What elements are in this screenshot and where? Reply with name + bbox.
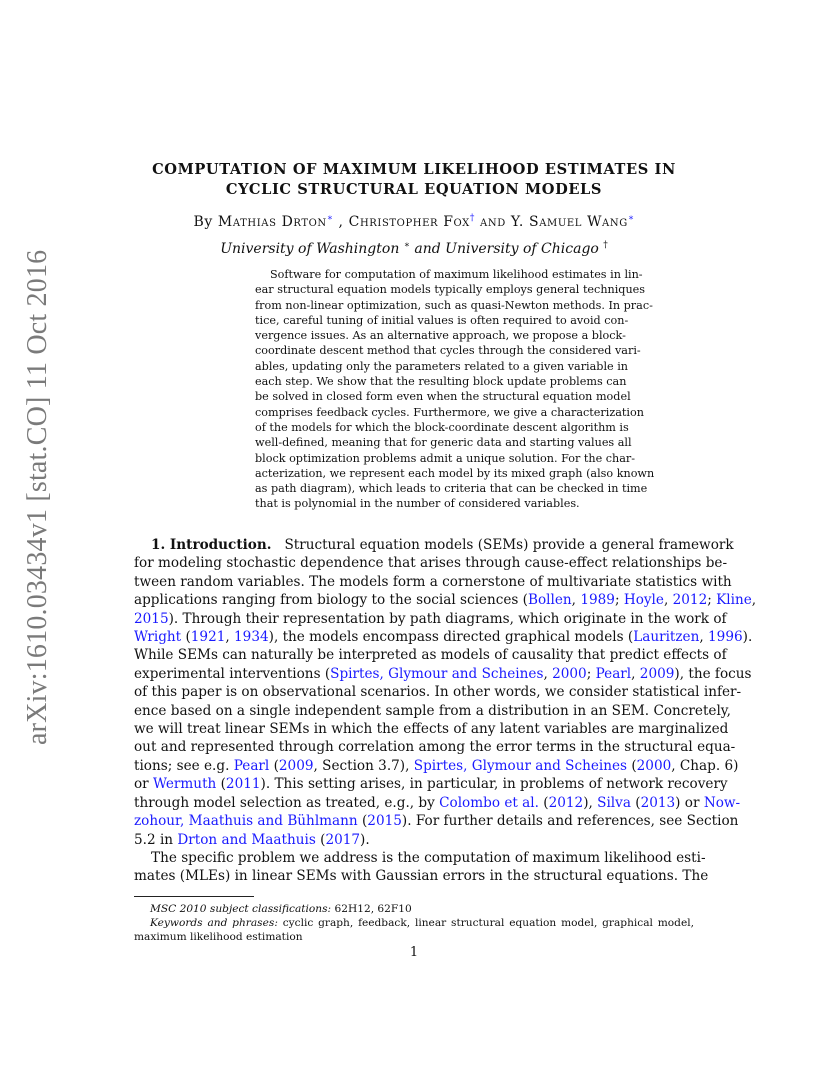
citation-link[interactable]: 2009	[278, 757, 314, 774]
citation-link[interactable]: Spirtes, Glymour and Scheines	[330, 665, 544, 682]
citation-link[interactable]: Bollen	[528, 592, 572, 609]
abstract-line: well-defined, meaning that for generic data and starting values all	[255, 436, 632, 450]
author-fox: Christopher Fox	[348, 214, 470, 230]
introduction-section	[134, 536, 757, 886]
citation-link[interactable]: Silva	[597, 794, 631, 811]
keywords-value: cyclic graph, feedback, linear structural equation model, graphical model,	[277, 917, 694, 930]
citation-link[interactable]: 1934	[234, 629, 269, 646]
affiliation-mark-1: ∗	[403, 240, 410, 251]
affiliation-mark-2: †	[603, 240, 608, 251]
citation-link[interactable]: Colombo et al.	[439, 794, 539, 811]
affiliation-washington: University of Washington	[220, 241, 400, 257]
citation-link[interactable]: 2000	[552, 665, 587, 682]
body-line: Wright (1921, 1934), the models encompass directed graphical models (Lauritzen, 1996).	[134, 629, 753, 646]
title-line-1: COMPUTATION OF MAXIMUM LIKELIHOOD ESTIMATES IN	[152, 161, 676, 178]
footnotes	[134, 896, 694, 945]
citation-link[interactable]: Pearl	[233, 757, 270, 774]
citation-link[interactable]: 2011	[225, 776, 261, 793]
abstract-line: block optimization problems admit a unique solution. For the char-	[255, 451, 636, 465]
citation-link[interactable]: Spirtes, Glymour and Scheines	[413, 757, 628, 774]
abstract	[255, 267, 655, 512]
keywords-footnote-cont: maximum likelihood estimation	[134, 931, 303, 944]
body-line: we will treat linear SEMs in which the effects of any latent variables are marginalized	[134, 721, 729, 738]
by-label: By	[193, 214, 218, 230]
citation-link[interactable]: 2012	[548, 794, 584, 811]
body-line: for modeling stochastic dependence that arises through cause-effect relationships be-	[134, 555, 728, 572]
keywords-label: Keywords and phrases:	[150, 917, 278, 930]
citation-link[interactable]: Hoyle	[623, 592, 664, 609]
author-mark-2[interactable]: †	[469, 213, 475, 224]
citation-link[interactable]: 2017	[325, 831, 361, 848]
paper-title	[120, 160, 708, 200]
author-mark-3[interactable]: ∗	[627, 213, 635, 224]
citation-link[interactable]: 2015	[367, 813, 402, 830]
body-line: applications ranging from biology to the social sciences (Bollen, 1989; Hoyle, 2012; Kline,	[134, 592, 757, 609]
body-line: mates (MLEs) in linear SEMs with Gaussian errors in the structural equations. The	[134, 868, 709, 885]
body-line: through model selection as treated, e.g., by Colombo et al. (2012), Silva (2013) or Now-	[134, 794, 741, 811]
page-number: 1	[409, 945, 419, 960]
abstract-line: ear structural equation models typically employs general techniques	[255, 283, 646, 297]
affiliation-line	[100, 241, 728, 257]
affiliation-and: and	[409, 241, 446, 257]
abstract-line: from non-linear optimization, such as quasi-Newton methods. In prac-	[255, 298, 653, 312]
body-line: tions; see e.g. Pearl (2009, Section 3.7), Spirtes, Glymour and Scheines (2000, Chap. 6)	[134, 757, 739, 774]
body-line: tween random variables. The models form a cornerstone of multivariate statistics with	[134, 573, 732, 590]
abstract-line: vergence issues. As an alternative approach, we propose a block-	[255, 329, 626, 343]
citation-link[interactable]: Kline	[716, 592, 752, 609]
citation-link[interactable]: Pearl	[595, 665, 632, 682]
author-line	[100, 214, 728, 230]
body-line: or Wermuth (2011). This setting arises, in particular, in problems of network recovery	[134, 776, 728, 793]
abstract-line: tice, careful tuning of initial values is often required to avoid con-	[255, 313, 629, 327]
body-line: ence based on a single independent sample from a distribution in an SEM. Concretely,	[134, 702, 731, 719]
body-line: 5.2 in Drton and Maathuis (2017).	[134, 831, 370, 848]
citation-link[interactable]: 2000	[636, 757, 672, 774]
citation-link[interactable]: 1921	[190, 629, 226, 646]
citation-link[interactable]: 2015	[134, 610, 169, 627]
msc-footnote	[134, 902, 694, 916]
author-drton: Mathias Drton	[217, 214, 327, 230]
arxiv-identifier: arXiv:1610.03434v1 [stat.CO] 11 Oct 2016	[22, 249, 53, 745]
abstract-line: acterization, we represent each model by its mixed graph (also known	[255, 466, 655, 480]
citation-link[interactable]: Drton and Maathuis	[177, 831, 316, 848]
citation-link[interactable]: 2009	[639, 665, 675, 682]
abstract-line: each step. We show that the resulting block update problems can	[255, 375, 627, 389]
abstract-line: that is polynomial in the number of considered variables.	[255, 497, 580, 511]
abstract-line: Software for computation of maximum likelihood estimates in lin-	[270, 268, 643, 281]
author-mark-1[interactable]: ∗	[326, 213, 334, 224]
abstract-line: of the models for which the block-coordinate descent algorithm is	[255, 420, 629, 434]
author-wang: Y. Samuel Wang	[510, 214, 628, 230]
section-heading: 1. Introduction.	[151, 537, 272, 553]
body-line: out and represented through correlation among the error terms in the structural equa-	[134, 739, 736, 756]
citation-link[interactable]: Now-	[703, 794, 741, 811]
citation-link[interactable]: Wermuth	[153, 776, 217, 793]
msc-label: MSC 2010 subject classifications:	[150, 903, 332, 915]
citation-link[interactable]: 1996	[708, 629, 743, 646]
citation-link[interactable]: 2012	[672, 592, 708, 609]
abstract-line: comprises feedback cycles. Furthermore, we give a characterization	[255, 405, 644, 419]
msc-value: 62H12, 62F10	[331, 903, 412, 915]
author-separator: ,	[333, 214, 349, 230]
body-line: The specific problem we address is the computation of maximum likelihood esti-	[151, 849, 706, 866]
body-line: of this paper is on observational scenarios. In other words, we consider statistical infer-	[134, 684, 742, 701]
abstract-line: as path diagram), which leads to criteria that can be checked in time	[255, 482, 648, 496]
citation-link[interactable]: zohour, Maathuis and Bühlmann	[134, 813, 358, 830]
citation-link[interactable]: Lauritzen	[633, 629, 700, 646]
affiliation-chicago: University of Chicago	[445, 241, 599, 257]
citation-link[interactable]: 1989	[580, 592, 615, 609]
abstract-line: be solved in closed form even when the structural equation model	[255, 390, 631, 404]
author-and: and	[474, 214, 511, 230]
abstract-line: coordinate descent method that cycles through the considered vari-	[255, 344, 641, 358]
body-line: 1. Introduction. Structural equation models (SEMs) provide a general framework	[151, 537, 734, 553]
title-line-2: CYCLIC STRUCTURAL EQUATION MODELS	[225, 181, 603, 198]
keywords-footnote	[134, 916, 694, 930]
abstract-line: ables, updating only the parameters related to a given variable in	[255, 359, 628, 373]
footnote-rule	[134, 896, 254, 897]
body-line: zohour, Maathuis and Bühlmann (2015). For further details and references, see Section	[134, 813, 739, 830]
citation-link[interactable]: 2013	[640, 794, 676, 811]
body-line: experimental interventions (Spirtes, Glymour and Scheines, 2000; Pearl, 2009), the focus	[134, 665, 752, 682]
body-line: While SEMs can naturally be interpreted as models of causality that predict effects of	[134, 647, 727, 664]
citation-link[interactable]: Wright	[134, 629, 182, 646]
body-line: 2015). Through their representation by path diagrams, which originate in the work of	[134, 610, 727, 627]
